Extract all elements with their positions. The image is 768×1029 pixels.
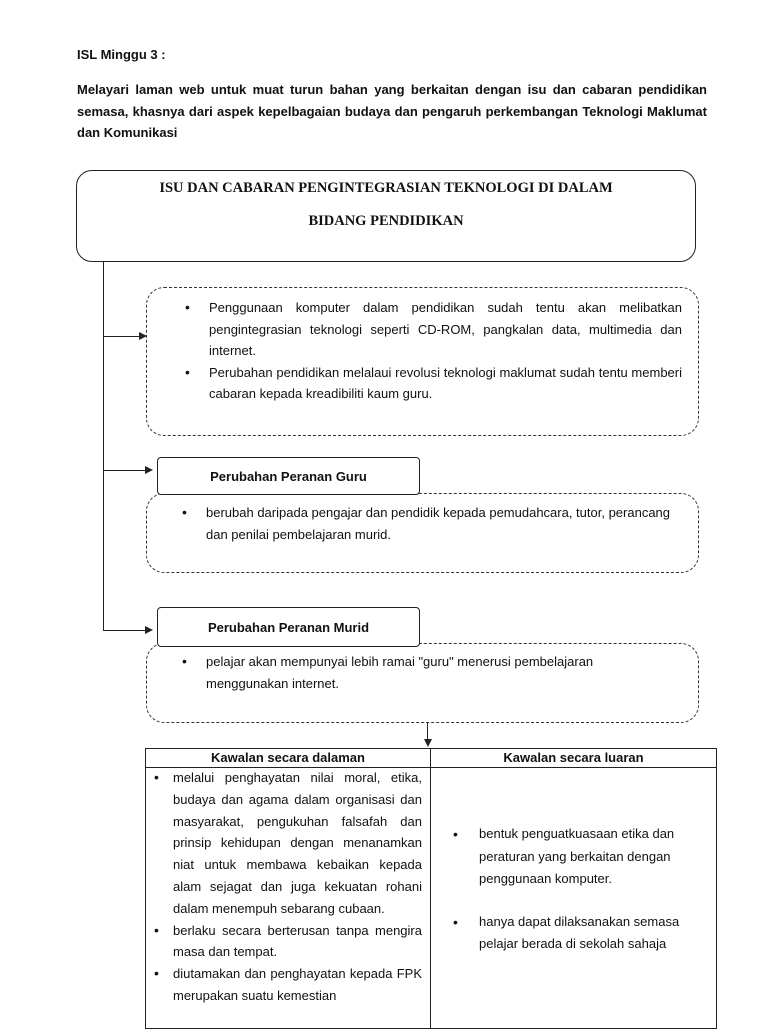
connector-vertical-line — [103, 262, 104, 631]
list-item: • Penggunaan komputer dalam pendidikan sudah tentu akan melibatkan pengintegrasian teknologi seperti CD-ROM, pangkalan data, multimedia dan internet. — [185, 297, 682, 362]
internal-control-cell — [146, 768, 431, 1029]
main-topic-line-2: BIDANG PENDIDIKAN — [308, 213, 464, 229]
arrow-to-guru-icon — [145, 466, 153, 474]
murid-label-box: Perubahan Peranan Murid — [157, 607, 420, 647]
list-item: • berlaku secara berterusan tanpa mengira masa dan tempat. — [146, 920, 422, 964]
internal-control-list — [146, 767, 430, 1007]
integration-bullets-box — [146, 287, 699, 436]
connector-to-table — [427, 723, 428, 739]
guru-bullets-box — [146, 493, 699, 573]
list-item: • melalui penghayatan nilai moral, etika, budaya dan agama dalam organisasi dan masyarakat, pengukuhan falsafah dan prinsip kehidupan dengan menanamkan niat untuk membawa kebaikan kepada alam sejagat dan juga kekuatan rohani dalam menempuh sebarang cubaan. — [146, 767, 422, 920]
external-control-list — [431, 823, 716, 956]
table-header-row — [146, 749, 717, 768]
list-item: • hanya dapat dilaksanakan semasa pelajar berada di sekolah sahaja — [431, 911, 702, 956]
connector-to-guru — [103, 470, 145, 471]
arrow-to-table-icon — [424, 739, 432, 747]
main-topic-box — [76, 170, 696, 262]
arrow-to-murid-icon — [145, 626, 153, 634]
guru-label-box: Perubahan Peranan Guru — [157, 457, 420, 495]
integration-bullet-list — [185, 297, 682, 405]
worksheet-title: ISL Minggu 3 : — [77, 47, 166, 62]
external-control-cell — [431, 768, 717, 1029]
connector-to-murid — [103, 630, 145, 631]
control-table — [145, 748, 717, 1029]
main-topic-line-1: ISU DAN CABARAN PENGINTEGRASIAN TEKNOLOGI DI DALAM — [159, 180, 613, 196]
list-item: • bentuk penguatkuasaan etika dan peraturan yang berkaitan dengan penggunaan komputer. — [431, 823, 702, 891]
header-external-control: Kawalan secara luaran — [431, 749, 717, 768]
list-item: • berubah daripada pengajar dan pendidik kepada pemudahcara, tutor, perancang dan penilai pembelajaran murid. — [182, 502, 687, 545]
murid-bullets-box — [146, 643, 699, 723]
guru-bullet-list — [182, 502, 687, 545]
list-item: • diutamakan dan penghayatan kepada FPK merupakan suatu kemestian — [146, 963, 422, 1007]
murid-bullet-list — [182, 651, 662, 694]
intro-paragraph: Melayari laman web untuk muat turun bahan yang berkaitan dengan isu dan cabaran pendidikan semasa, khasnya dari aspek kepelbagaian budaya dan pengaruh perkembangan Teknologi Maklumat dan Komunikasi — [77, 82, 707, 140]
list-item: • Perubahan pendidikan melalaui revolusi teknologi maklumat sudah tentu memberi cabaran kepada kreadibiliti kaum guru. — [185, 362, 682, 405]
table-row — [146, 768, 717, 1029]
connector-to-box1 — [103, 336, 139, 337]
header-internal-control: Kawalan secara dalaman — [146, 749, 431, 768]
list-item: • pelajar akan mempunyai lebih ramai "guru" menerusi pembelajaran menggunakan internet. — [182, 651, 662, 694]
